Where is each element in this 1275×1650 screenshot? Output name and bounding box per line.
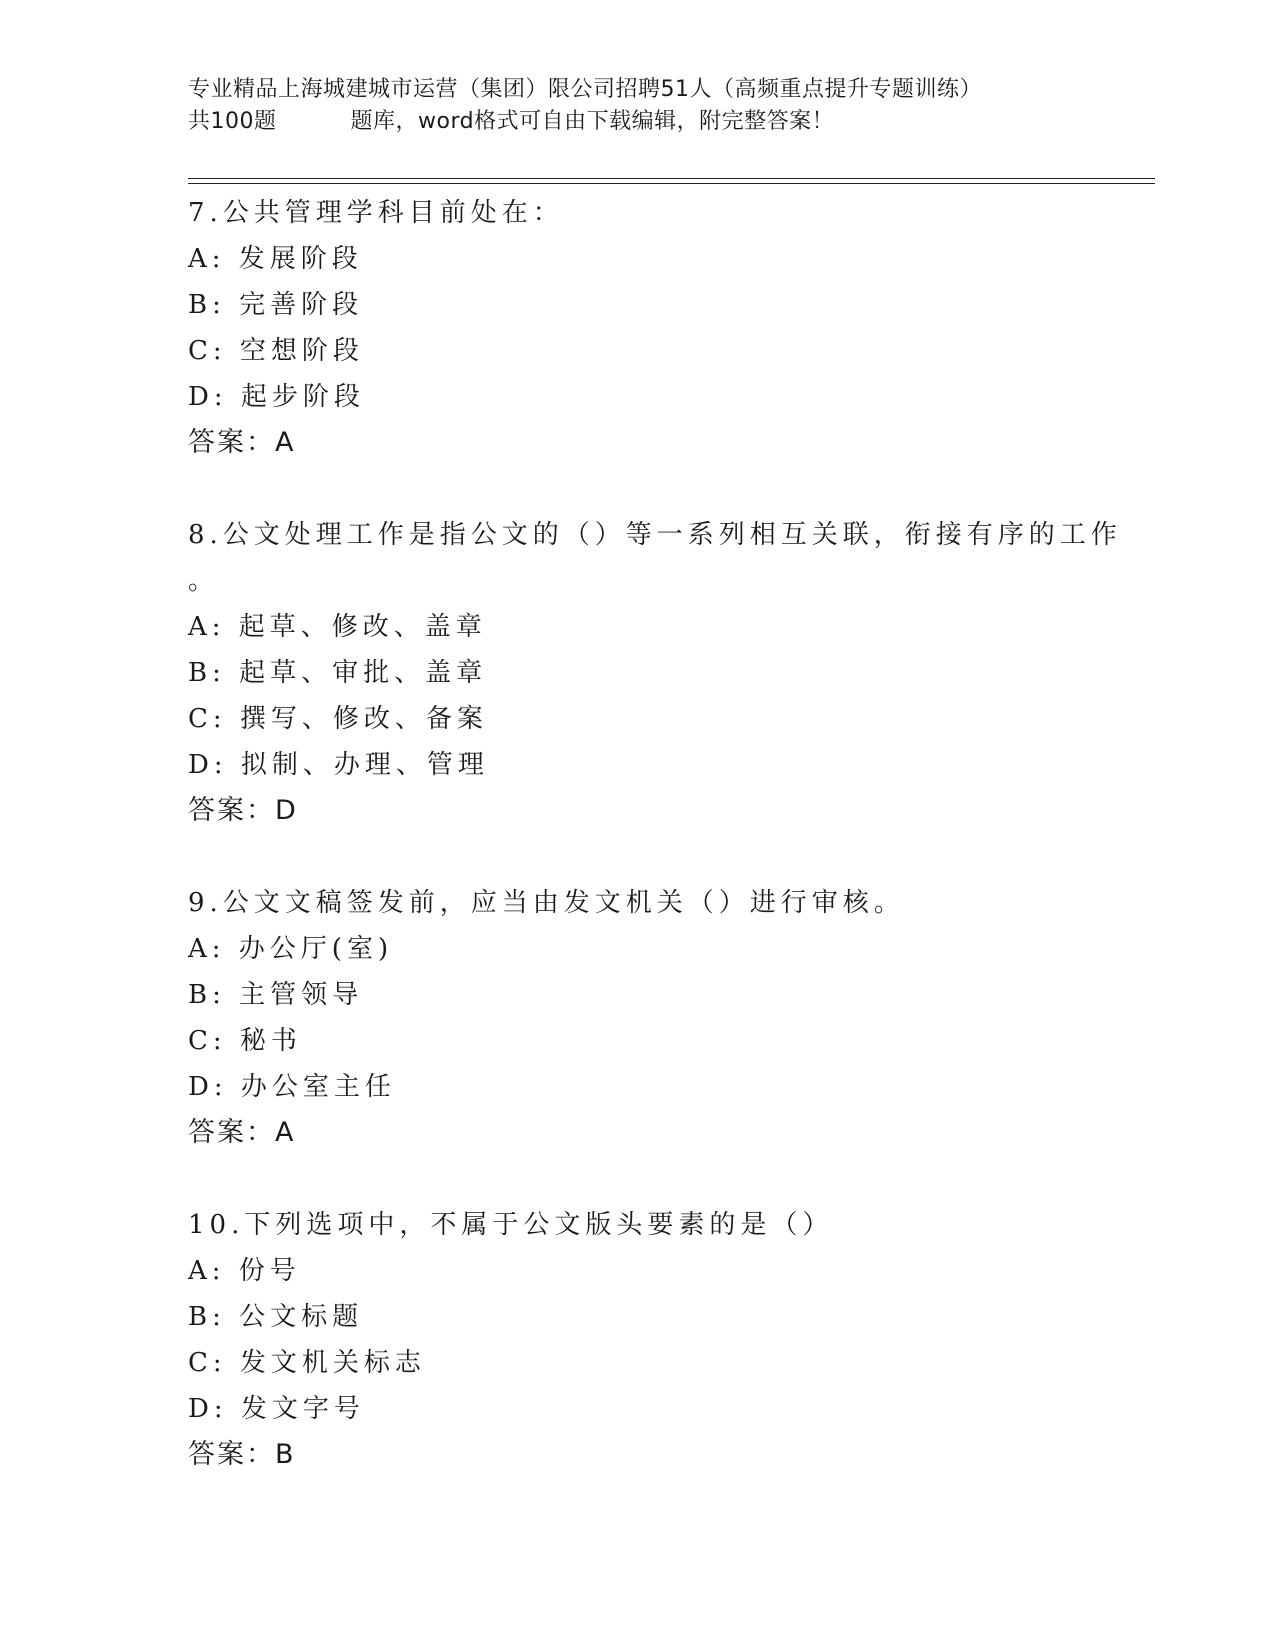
question-list xyxy=(188,190,1122,1478)
answer-line: 答案：B xyxy=(188,1439,296,1470)
option-a: A: 办公厅(室) xyxy=(188,934,394,964)
answer-line: 答案：A xyxy=(188,1117,296,1148)
question-item xyxy=(188,1202,1088,1478)
option-b: B: 完善阶段 xyxy=(188,290,364,320)
question-item xyxy=(188,512,1122,834)
document-header xyxy=(188,74,1088,138)
header-count: 共100题 xyxy=(188,109,277,134)
answer-line: 答案：D xyxy=(188,795,298,826)
option-a: A: 发展阶段 xyxy=(188,244,363,274)
question-item xyxy=(188,880,1088,1156)
question-stem-continuation: 。 xyxy=(188,566,220,596)
option-a: A: 起草、修改、盖章 xyxy=(188,612,487,642)
header-subtitle xyxy=(188,106,1088,138)
option-d: D: 发文字号 xyxy=(188,1394,365,1424)
question-stem: 8.公文处理工作是指公文的（）等一系列相互关联，衔接有序的工作 xyxy=(188,520,1122,550)
option-d: D: 起步阶段 xyxy=(188,382,365,412)
option-c: C: 撰写、修改、备案 xyxy=(188,704,488,734)
option-b: B: 主管领导 xyxy=(188,980,364,1010)
option-c: C: 空想阶段 xyxy=(188,336,364,366)
header-description: 题库，word格式可自由下载编辑，附完整答案！ xyxy=(350,109,835,134)
answer-line: 答案：A xyxy=(188,427,296,458)
header-rule-top xyxy=(188,178,1155,179)
header-title: 专业精品上海城建城市运营（集团）限公司招聘51人（高频重点提升专题训练） xyxy=(188,77,982,102)
option-b: B: 起草、审批、盖章 xyxy=(188,658,488,688)
option-c: C: 发文机关标志 xyxy=(188,1348,426,1378)
option-d: D: 拟制、办理、管理 xyxy=(188,750,489,780)
question-item xyxy=(188,190,1088,466)
question-stem: 10.下列选项中，不属于公文版头要素的是（） xyxy=(188,1210,834,1240)
header-rule-bottom xyxy=(188,183,1155,184)
option-b: B: 公文标题 xyxy=(188,1302,364,1332)
option-c: C: 秘书 xyxy=(188,1026,302,1056)
option-d: D: 办公室主任 xyxy=(188,1072,396,1102)
option-a: A: 份号 xyxy=(188,1256,301,1286)
question-stem: 9.公文文稿签发前，应当由发文机关（）进行审核。 xyxy=(188,888,905,918)
question-stem: 7.公共管理学科目前处在： xyxy=(188,198,564,228)
